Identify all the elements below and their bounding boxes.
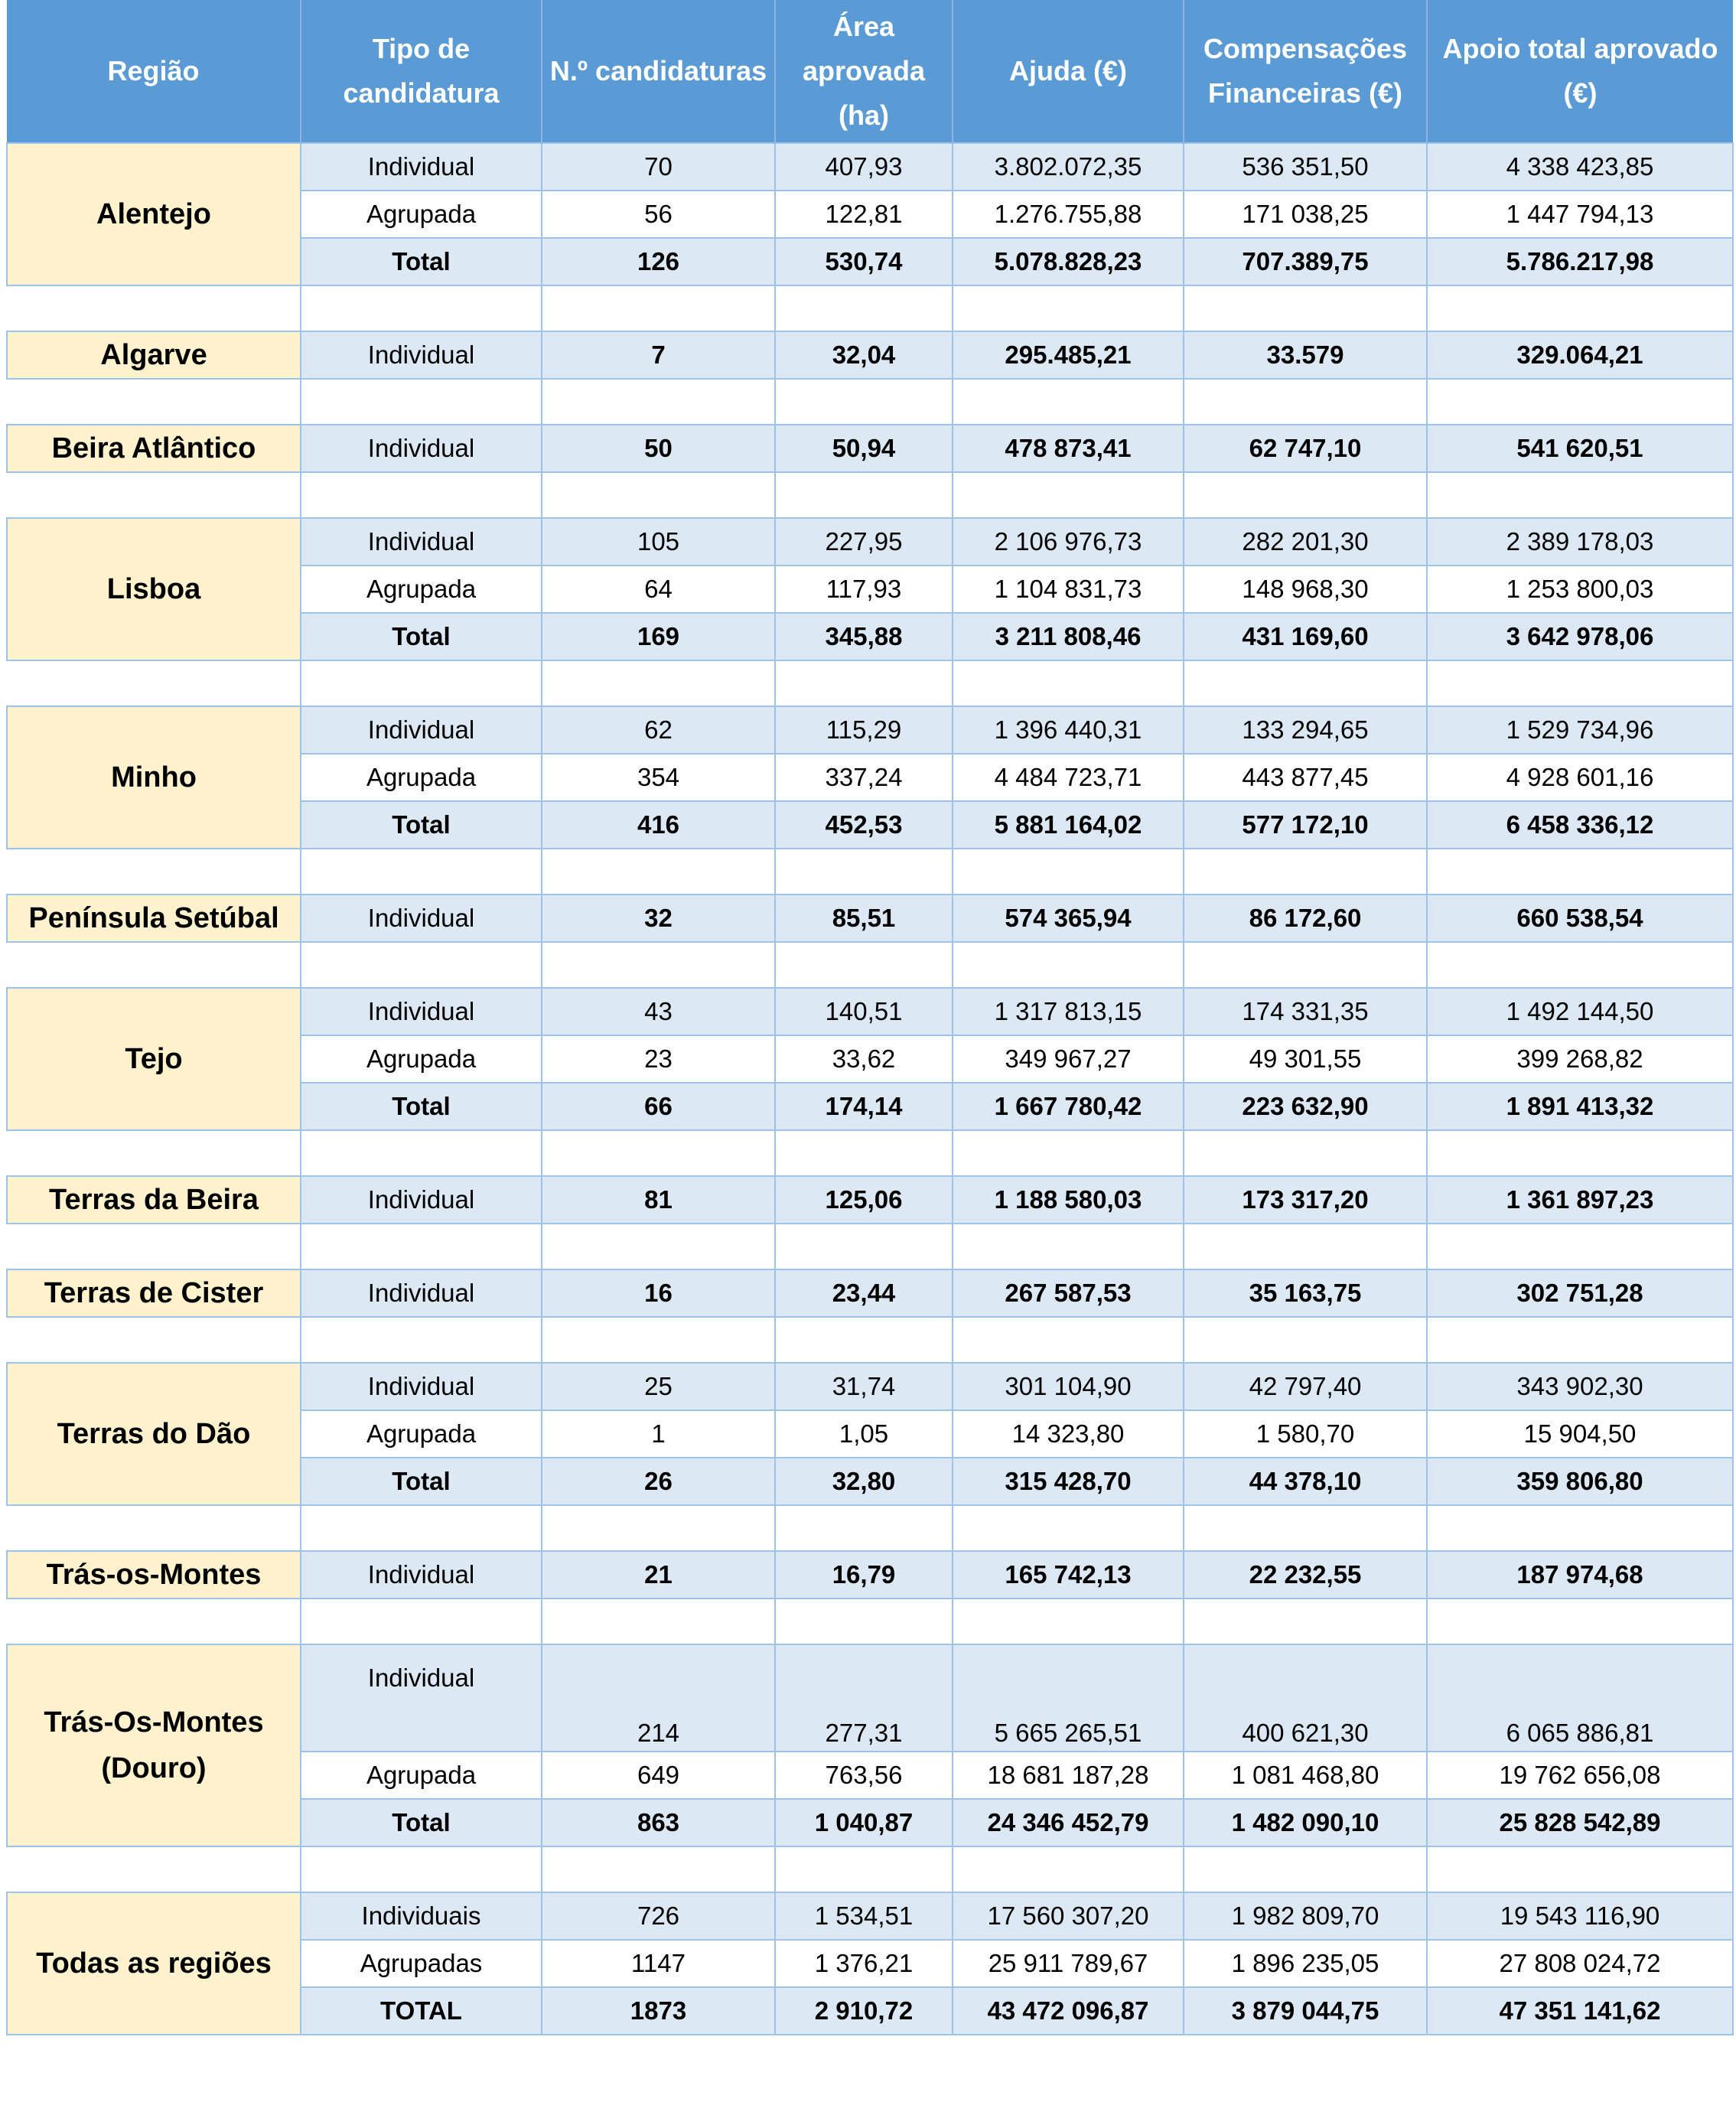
spacer-cell [775,472,953,518]
cell-compensacoes: 400 621,30 [1184,1644,1427,1752]
spacer-cell [953,942,1184,988]
spacer-cell [7,660,301,706]
spacer-cell [1427,472,1733,518]
spacer-cell [7,942,301,988]
cell-area: 32,04 [775,331,953,379]
spacer-cell [542,1846,775,1892]
cell-tipo: Agrupada [301,191,542,238]
cell-ajuda: 295.485,21 [953,331,1184,379]
region-name: Península Setúbal [7,895,301,942]
cell-compensacoes: 174 331,35 [1184,988,1427,1035]
cell-n-candidaturas: 416 [542,801,775,849]
cell-ajuda: 4 484 723,71 [953,754,1184,801]
spacer-cell [542,1505,775,1551]
cell-n-candidaturas: 81 [542,1176,775,1224]
cell-apoio-total: 660 538,54 [1427,895,1733,942]
spacer-cell [1427,1505,1733,1551]
cell-tipo: Individual [301,1644,542,1752]
cell-compensacoes: 1 081 468,80 [1184,1752,1427,1799]
spacer-row [7,285,1733,331]
cell-tipo: Total [301,801,542,849]
cell-compensacoes: 1 982 809,70 [1184,1892,1427,1940]
cell-area: 452,53 [775,801,953,849]
cell-compensacoes: 22 232,55 [1184,1551,1427,1598]
spacer-cell [542,942,775,988]
cell-area: 407,93 [775,143,953,191]
header-row [7,0,1733,143]
cell-n-candidaturas: 126 [542,238,775,285]
table-row [7,518,1733,565]
cell-n-candidaturas: 863 [542,1799,775,1846]
region-name: Minho [7,706,301,849]
cell-tipo: Individual [301,1363,542,1410]
header-ajuda: Ajuda (€) [953,0,1184,143]
spacer-cell [1184,1598,1427,1644]
table-row [7,1551,1733,1598]
spacer-cell [775,379,953,425]
spacer-cell [301,1130,542,1176]
cell-tipo: Total [301,238,542,285]
spacer-row [7,1224,1733,1269]
cell-tipo: Total [301,1083,542,1130]
region-name: Terras da Beira [7,1176,301,1224]
table-row [7,706,1733,754]
cell-ajuda: 165 742,13 [953,1551,1184,1598]
cell-area: 277,31 [775,1644,953,1752]
spacer-cell [301,1224,542,1269]
cell-apoio-total: 1 253 800,03 [1427,565,1733,613]
cell-tipo: Individual [301,988,542,1035]
cell-tipo: Agrupada [301,1752,542,1799]
table-row [7,1176,1733,1224]
cell-compensacoes: 33.579 [1184,331,1427,379]
spacer-cell [7,849,301,895]
spacer-cell [775,1598,953,1644]
cell-compensacoes: 223 632,90 [1184,1083,1427,1130]
cell-apoio-total: 399 268,82 [1427,1035,1733,1083]
cell-apoio-total: 47 351 141,62 [1427,1987,1733,2035]
cell-compensacoes: 148 968,30 [1184,565,1427,613]
cell-n-candidaturas: 1 [542,1410,775,1458]
cell-area: 227,95 [775,518,953,565]
cell-ajuda: 3 211 808,46 [953,613,1184,660]
cell-n-candidaturas: 1147 [542,1940,775,1987]
table-body [7,143,1733,2035]
cell-area: 50,94 [775,425,953,472]
cell-apoio-total: 1 891 413,32 [1427,1083,1733,1130]
cell-area: 2 910,72 [775,1987,953,2035]
cell-area: 174,14 [775,1083,953,1130]
spacer-cell [775,285,953,331]
spacer-cell [953,285,1184,331]
cell-ajuda: 1 667 780,42 [953,1083,1184,1130]
spacer-cell [542,379,775,425]
cell-n-candidaturas: 21 [542,1551,775,1598]
cell-ajuda: 3.802.072,35 [953,143,1184,191]
cell-apoio-total: 15 904,50 [1427,1410,1733,1458]
spacer-cell [775,660,953,706]
cell-n-candidaturas: 26 [542,1458,775,1505]
cell-tipo: Individual [301,895,542,942]
cell-compensacoes: 133 294,65 [1184,706,1427,754]
region-name: Terras de Cister [7,1269,301,1317]
cell-tipo: Individual [301,518,542,565]
spacer-cell [1184,1505,1427,1551]
spacer-cell [301,472,542,518]
spacer-cell [7,1846,301,1892]
region-name: Lisboa [7,518,301,660]
cell-tipo: TOTAL [301,1987,542,2035]
cell-area: 122,81 [775,191,953,238]
spacer-cell [953,1317,1184,1363]
spacer-cell [7,472,301,518]
spacer-row [7,660,1733,706]
spacer-cell [7,1598,301,1644]
spacer-cell [1427,1846,1733,1892]
cell-n-candidaturas: 70 [542,143,775,191]
cell-n-candidaturas: 354 [542,754,775,801]
cell-n-candidaturas: 7 [542,331,775,379]
cell-tipo: Agrupadas [301,1940,542,1987]
spacer-cell [301,942,542,988]
table-row [7,1892,1733,1940]
cell-n-candidaturas: 649 [542,1752,775,1799]
cell-ajuda: 5 881 164,02 [953,801,1184,849]
cell-area: 33,62 [775,1035,953,1083]
cell-area: 16,79 [775,1551,953,1598]
cell-compensacoes: 3 879 044,75 [1184,1987,1427,2035]
region-name: Todas as regiões [7,1892,301,2035]
spacer-cell [1184,379,1427,425]
spacer-cell [301,1505,542,1551]
cell-compensacoes: 44 378,10 [1184,1458,1427,1505]
spacer-cell [775,1130,953,1176]
spacer-cell [7,1317,301,1363]
cell-ajuda: 5.078.828,23 [953,238,1184,285]
cell-area: 115,29 [775,706,953,754]
region-name: Tejo [7,988,301,1130]
cell-apoio-total: 5.786.217,98 [1427,238,1733,285]
table-row [7,1269,1733,1317]
header-apoio-total: Apoio total aprovado (€) [1427,0,1733,143]
region-name: Beira Atlântico [7,425,301,472]
cell-area: 117,93 [775,565,953,613]
cell-apoio-total: 25 828 542,89 [1427,1799,1733,1846]
spacer-cell [1184,942,1427,988]
spacer-cell [301,379,542,425]
cell-n-candidaturas: 50 [542,425,775,472]
cell-apoio-total: 4 338 423,85 [1427,143,1733,191]
cell-ajuda: 301 104,90 [953,1363,1184,1410]
cell-apoio-total: 3 642 978,06 [1427,613,1733,660]
spacer-cell [1184,849,1427,895]
spacer-row [7,1317,1733,1363]
spacer-row [7,1130,1733,1176]
cell-compensacoes: 431 169,60 [1184,613,1427,660]
cell-ajuda: 43 472 096,87 [953,1987,1184,2035]
cell-area: 1 040,87 [775,1799,953,1846]
cell-tipo: Individual [301,331,542,379]
cell-ajuda: 267 587,53 [953,1269,1184,1317]
cell-area: 1 534,51 [775,1892,953,1940]
header-n-candidaturas: N.º candidaturas [542,0,775,143]
cell-apoio-total: 329.064,21 [1427,331,1733,379]
spacer-cell [1184,1317,1427,1363]
cell-compensacoes: 173 317,20 [1184,1176,1427,1224]
cell-n-candidaturas: 25 [542,1363,775,1410]
spacer-row [7,472,1733,518]
cell-apoio-total: 302 751,28 [1427,1269,1733,1317]
cell-compensacoes: 282 201,30 [1184,518,1427,565]
cell-apoio-total: 541 620,51 [1427,425,1733,472]
cell-area: 763,56 [775,1752,953,1799]
cell-compensacoes: 1 580,70 [1184,1410,1427,1458]
cell-compensacoes: 1 896 235,05 [1184,1940,1427,1987]
spacer-row [7,849,1733,895]
spacer-cell [7,1224,301,1269]
cell-tipo: Total [301,1458,542,1505]
cell-area: 85,51 [775,895,953,942]
cell-area: 31,74 [775,1363,953,1410]
cell-tipo: Total [301,1799,542,1846]
spacer-cell [7,285,301,331]
region-name: Terras do Dão [7,1363,301,1505]
cell-compensacoes: 86 172,60 [1184,895,1427,942]
cell-n-candidaturas: 43 [542,988,775,1035]
spacer-cell [775,942,953,988]
spacer-row [7,942,1733,988]
spacer-cell [1427,1317,1733,1363]
spacer-cell [953,1224,1184,1269]
table-row [7,143,1733,191]
spacer-cell [1184,285,1427,331]
cell-ajuda: 349 967,27 [953,1035,1184,1083]
spacer-cell [1427,379,1733,425]
cell-n-candidaturas: 105 [542,518,775,565]
table-row [7,895,1733,942]
spacer-cell [1184,472,1427,518]
region-name: Trás-os-Montes [7,1551,301,1598]
spacer-cell [542,1130,775,1176]
spacer-cell [953,1846,1184,1892]
table-row [7,988,1733,1035]
cell-tipo: Individual [301,1269,542,1317]
cell-compensacoes: 62 747,10 [1184,425,1427,472]
cell-apoio-total: 6 458 336,12 [1427,801,1733,849]
cell-tipo: Individual [301,1176,542,1224]
spacer-row [7,379,1733,425]
spacer-cell [1427,942,1733,988]
spacer-cell [542,1224,775,1269]
cell-n-candidaturas: 56 [542,191,775,238]
spacer-cell [301,849,542,895]
spacer-cell [542,849,775,895]
spacer-cell [301,1846,542,1892]
spacer-cell [7,379,301,425]
spacer-cell [1184,1224,1427,1269]
spacer-cell [1184,1130,1427,1176]
cell-area: 345,88 [775,613,953,660]
spacer-cell [953,660,1184,706]
spacer-cell [301,1598,542,1644]
spacer-cell [7,1505,301,1551]
cell-ajuda: 478 873,41 [953,425,1184,472]
cell-tipo: Individual [301,425,542,472]
cell-area: 337,24 [775,754,953,801]
spacer-cell [1427,285,1733,331]
spacer-cell [301,285,542,331]
spacer-cell [301,660,542,706]
cell-tipo: Individual [301,143,542,191]
candidaturas-table [6,0,1734,2035]
cell-apoio-total: 4 928 601,16 [1427,754,1733,801]
table-row [7,1644,1733,1752]
cell-ajuda: 1 396 440,31 [953,706,1184,754]
spacer-row [7,1505,1733,1551]
spacer-cell [953,1505,1184,1551]
spacer-cell [953,1598,1184,1644]
cell-n-candidaturas: 32 [542,895,775,942]
cell-compensacoes: 1 482 090,10 [1184,1799,1427,1846]
cell-n-candidaturas: 66 [542,1083,775,1130]
cell-tipo: Agrupada [301,754,542,801]
cell-ajuda: 25 911 789,67 [953,1940,1184,1987]
cell-apoio-total: 359 806,80 [1427,1458,1733,1505]
cell-ajuda: 2 106 976,73 [953,518,1184,565]
cell-ajuda: 5 665 265,51 [953,1644,1184,1752]
table-row [7,331,1733,379]
cell-ajuda: 1.276.755,88 [953,191,1184,238]
cell-apoio-total: 343 902,30 [1427,1363,1733,1410]
cell-ajuda: 1 188 580,03 [953,1176,1184,1224]
header-area: Área aprovada (ha) [775,0,953,143]
cell-n-candidaturas: 726 [542,1892,775,1940]
header-tipo: Tipo de candidatura [301,0,542,143]
spacer-cell [775,1317,953,1363]
cell-compensacoes: 577 172,10 [1184,801,1427,849]
spacer-cell [1427,849,1733,895]
spacer-cell [953,849,1184,895]
cell-apoio-total: 1 529 734,96 [1427,706,1733,754]
cell-area: 125,06 [775,1176,953,1224]
spacer-cell [1184,660,1427,706]
region-name: Algarve [7,331,301,379]
spacer-cell [1427,1598,1733,1644]
cell-n-candidaturas: 169 [542,613,775,660]
region-name: Trás-Os-Montes (Douro) [7,1644,301,1846]
spacer-cell [1427,1130,1733,1176]
spacer-cell [775,1846,953,1892]
cell-ajuda: 315 428,70 [953,1458,1184,1505]
cell-area: 1 376,21 [775,1940,953,1987]
cell-compensacoes: 443 877,45 [1184,754,1427,801]
spacer-cell [542,1598,775,1644]
cell-compensacoes: 49 301,55 [1184,1035,1427,1083]
spacer-cell [542,1317,775,1363]
header-regiao: Região [7,0,301,143]
spacer-cell [775,1224,953,1269]
cell-ajuda: 24 346 452,79 [953,1799,1184,1846]
cell-area: 140,51 [775,988,953,1035]
cell-ajuda: 574 365,94 [953,895,1184,942]
cell-compensacoes: 35 163,75 [1184,1269,1427,1317]
cell-apoio-total: 19 762 656,08 [1427,1752,1733,1799]
cell-tipo: Agrupada [301,1035,542,1083]
cell-tipo: Individual [301,706,542,754]
spacer-cell [542,472,775,518]
cell-tipo: Individuais [301,1892,542,1940]
cell-apoio-total: 1 361 897,23 [1427,1176,1733,1224]
cell-n-candidaturas: 16 [542,1269,775,1317]
cell-tipo: Total [301,613,542,660]
cell-apoio-total: 1 447 794,13 [1427,191,1733,238]
cell-ajuda: 1 317 813,15 [953,988,1184,1035]
cell-tipo: Agrupada [301,565,542,613]
cell-tipo: Individual [301,1551,542,1598]
cell-apoio-total: 1 492 144,50 [1427,988,1733,1035]
cell-area: 23,44 [775,1269,953,1317]
cell-ajuda: 18 681 187,28 [953,1752,1184,1799]
spacer-cell [1184,1846,1427,1892]
region-name: Alentejo [7,143,301,285]
spacer-cell [775,849,953,895]
cell-area: 530,74 [775,238,953,285]
cell-apoio-total: 6 065 886,81 [1427,1644,1733,1752]
cell-apoio-total: 2 389 178,03 [1427,518,1733,565]
cell-apoio-total: 27 808 024,72 [1427,1940,1733,1987]
spacer-row [7,1598,1733,1644]
table-row [7,1363,1733,1410]
cell-n-candidaturas: 64 [542,565,775,613]
spacer-cell [1427,1224,1733,1269]
cell-n-candidaturas: 214 [542,1644,775,1752]
spacer-cell [953,379,1184,425]
spacer-cell [953,472,1184,518]
cell-compensacoes: 707.389,75 [1184,238,1427,285]
cell-ajuda: 1 104 831,73 [953,565,1184,613]
spacer-cell [1427,660,1733,706]
cell-apoio-total: 187 974,68 [1427,1551,1733,1598]
spacer-cell [953,1130,1184,1176]
cell-compensacoes: 536 351,50 [1184,143,1427,191]
spacer-cell [7,1130,301,1176]
cell-n-candidaturas: 62 [542,706,775,754]
spacer-cell [775,1505,953,1551]
cell-area: 1,05 [775,1410,953,1458]
spacer-cell [542,285,775,331]
cell-ajuda: 14 323,80 [953,1410,1184,1458]
cell-ajuda: 17 560 307,20 [953,1892,1184,1940]
table-row [7,425,1733,472]
spacer-row [7,1846,1733,1892]
cell-n-candidaturas: 1873 [542,1987,775,2035]
cell-apoio-total: 19 543 116,90 [1427,1892,1733,1940]
cell-tipo: Agrupada [301,1410,542,1458]
cell-compensacoes: 42 797,40 [1184,1363,1427,1410]
spacer-cell [301,1317,542,1363]
cell-n-candidaturas: 23 [542,1035,775,1083]
cell-area: 32,80 [775,1458,953,1505]
cell-compensacoes: 171 038,25 [1184,191,1427,238]
spacer-cell [542,660,775,706]
header-compensacoes: Compensações Financeiras (€) [1184,0,1427,143]
